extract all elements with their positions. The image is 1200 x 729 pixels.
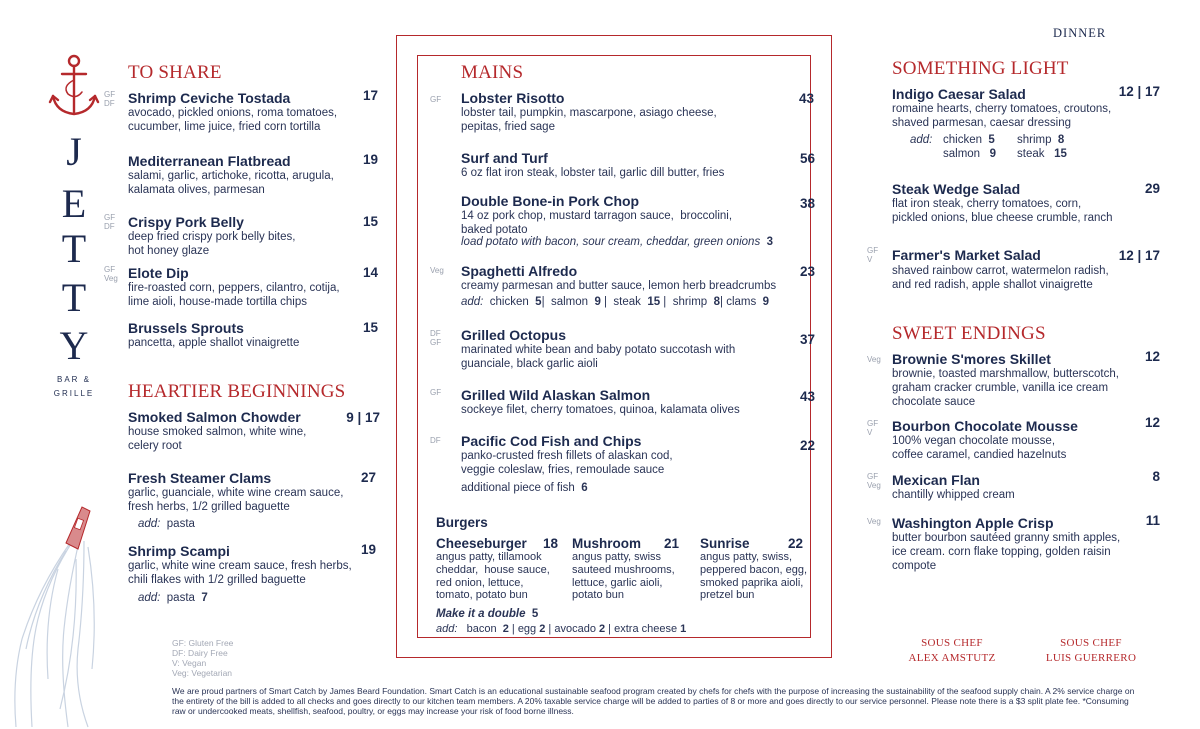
to-share-item-2-desc: deep fried crispy pork belly bites, hot honey glaze: [128, 231, 296, 257]
light-item-0-desc: romaine hearts, cherry tomatoes, croutons, shaved parmesan, caesar dressing: [892, 103, 1112, 129]
mains-item-6-price: 22: [799, 438, 815, 453]
to-share-item-1-desc: salami, garlic, artichoke, ricotta, arugula, kalamata olives, parmesan: [128, 170, 334, 196]
to-share-item-3-name: Elote Dip: [128, 265, 189, 281]
sweet-tag-2: GF Veg: [867, 472, 881, 490]
heartier-item-2-price: 19: [360, 542, 376, 557]
mains-item-0-price: 43: [798, 91, 814, 106]
light-item-0-price: 12 | 17: [1118, 84, 1160, 99]
sweet-item-0-desc: brownie, toasted marshmallow, butterscotch, graham cracker crumble, vanilla ice cream chocolate sauce: [892, 368, 1119, 408]
cod-extra-line: additional piece of fish 6: [461, 482, 588, 494]
to-share-item-4-price: 15: [362, 320, 378, 335]
mains-tag-0: GF: [430, 95, 442, 104]
mains-tag-4: DF GF: [430, 329, 442, 347]
legend-v: V: Vegan: [172, 658, 207, 668]
to-share-item-0-desc: avocado, pickled onions, roma tomatoes, cucumber, lime juice, fried corn tortilla: [128, 107, 338, 133]
light-item-2-price: 12 | 17: [1118, 248, 1160, 263]
heartier-item-2-name: Shrimp Scampi: [128, 543, 230, 559]
footer-disclaimer: We are proud partners of Smart Catch by James Beard Foundation. Smart Catch is an educational sustainable seafood program created by chefs for chefs with the purpose of increasing the sustainability of the seafood supply chain. A 2% service charge on the entirety of the bill is added to all checks and goes directly to our kitchen team members. A 20% taxable service charge will be added to parties of 8 or more and goes directly to our service personnel. Please note there is a $3 split plate fee. *Consuming raw or undercooked meats, shellfish, seafood, poultry, or eggs may increase your risk of food borne illness.: [172, 686, 1135, 716]
heartier-item-0-price: 9 | 17: [346, 410, 380, 425]
sweet-item-1-price: 12: [1144, 415, 1160, 430]
chef-0-name: ALEX AMSTUTZ: [908, 652, 996, 664]
light-item-1-name: Steak Wedge Salad: [892, 181, 1021, 197]
to-share-tag-2: GF DF: [104, 213, 116, 231]
sweet-item-0-price: 12: [1144, 349, 1160, 364]
mains-tag-5: GF: [430, 388, 442, 397]
heartier-item-2-desc: garlic, white wine cream sauce, fresh herbs, chili flakes with 1/2 grilled baguette: [128, 560, 352, 586]
light-tag-2: GF V: [867, 246, 879, 264]
mains-item-2-desc: 14 oz pork chop, mustard tarragon sauce, broccolini, baked potato: [461, 210, 733, 236]
diet-legend: [172, 638, 233, 678]
heartier-item-1-name: Fresh Steamer Clams: [128, 470, 272, 486]
mains-item-3-desc: creamy parmesan and butter sauce, lemon herb breadcrumbs: [461, 280, 777, 292]
caesar-add-label: add:: [910, 134, 933, 146]
sweet-item-2-price: 8: [1152, 469, 1160, 484]
mains-tag-6: DF: [430, 436, 441, 445]
heartier-title: HEARTIER BEGINNINGS: [128, 381, 346, 402]
mains-item-4-price: 37: [799, 332, 815, 347]
burger-1-name: Mushroom: [572, 536, 641, 551]
to-share-item-2-name: Crispy Pork Belly: [128, 214, 244, 230]
burger-double-line: Make it a double 5: [436, 608, 539, 620]
burgers-title: Burgers: [436, 515, 488, 530]
mains-item-3-name: Spaghetti Alfredo: [461, 263, 578, 279]
sweet-item-1-desc: 100% vegan chocolate mousse, coffee caramel, candied hazelnuts: [892, 435, 1067, 461]
to-share-item-3-desc: fire-roasted corn, peppers, cilantro, cotija, lime aioli, house-made tortilla chips: [128, 282, 340, 308]
caesar-add-steak: steak 15: [1017, 148, 1067, 160]
mains-item-2-price: 38: [799, 196, 815, 211]
logo: [48, 52, 100, 402]
alfredo-add-line: add: chicken 5| salmon 9 | steak 15 | shrimp 8| clams 9: [461, 296, 770, 308]
heartier-item-1-price: 27: [360, 470, 376, 485]
legend-df: DF: Dairy Free: [172, 648, 228, 658]
sweet-tag-1: GF V: [867, 419, 879, 437]
mains-item-0-name: Lobster Risotto: [461, 90, 565, 106]
burger-2-desc: angus patty, swiss, peppered bacon, egg, smoked paprika aioli, pretzel bun: [700, 551, 808, 602]
burger-0-desc: angus patty, tillamook cheddar, house sauce, red onion, lettuce, tomato, potato bun: [436, 551, 550, 602]
light-item-0-name: Indigo Caesar Salad: [892, 86, 1026, 102]
boat-wake-illustration: [8, 499, 138, 729]
heartier-item-1-desc: garlic, guanciale, white wine cream sauce, fresh herbs, 1/2 grilled baguette: [128, 487, 344, 513]
logo-sub-bar: BAR &: [56, 375, 91, 384]
caesar-add-chicken: chicken 5: [943, 134, 995, 146]
sweet-item-2-name: Mexican Flan: [892, 472, 980, 488]
to-share-item-4-name: Brussels Sprouts: [128, 320, 244, 336]
sweet-item-0-name: Brownie S'mores Skillet: [892, 351, 1051, 367]
logo-sub-grille: GRILLE: [53, 389, 95, 398]
to-share-tag-3: GF Veg: [104, 265, 118, 283]
light-item-2-desc: shaved rainbow carrot, watermelon radish, and red radish, apple shallot vinaigrette: [892, 265, 1109, 291]
to-share-item-0-price: 17: [362, 88, 378, 103]
to-share-item-3-price: 14: [362, 265, 378, 280]
mains-item-5-desc: sockeye filet, cherry tomatoes, quinoa, kalamata olives: [461, 404, 740, 416]
sweet-item-1-name: Bourbon Chocolate Mousse: [892, 418, 1078, 434]
burger-2-name: Sunrise: [700, 536, 750, 551]
logo-letter-t2: T: [61, 275, 87, 320]
porkchop-note: load potato with bacon, sour cream, cheddar, green onions 3: [461, 236, 773, 248]
to-share-item-2-price: 15: [362, 214, 378, 229]
burger-0-name: Cheeseburger: [436, 536, 527, 551]
chef-0-role: SOUS CHEF: [921, 637, 983, 649]
mains-item-0-desc: lobster tail, pumpkin, mascarpone, asiago cheese, pepitas, fried sage: [461, 107, 717, 133]
heartier-item-0-name: Smoked Salmon Chowder: [128, 409, 301, 425]
clams-add-line: add: pasta: [138, 518, 195, 530]
dinner-label: DINNER: [1053, 26, 1107, 40]
scampi-add-line: add: pasta 7: [138, 592, 208, 604]
sweet-endings-title: SWEET ENDINGS: [892, 323, 1046, 344]
heartier-item-0-desc: house smoked salmon, white wine, celery root: [128, 426, 307, 452]
sweet-item-3-price: 11: [1145, 513, 1160, 528]
mains-title: MAINS: [461, 62, 524, 83]
sweet-tag-3: Veg: [867, 517, 881, 526]
sweet-tag-0: Veg: [867, 355, 881, 364]
to-share-item-0-name: Shrimp Ceviche Tostada: [128, 90, 291, 106]
light-item-1-price: 29: [1144, 181, 1160, 196]
mains-item-4-desc: marinated white bean and baby potato succotash with guanciale, black garlic aioli: [461, 344, 736, 370]
anchor-icon: [48, 52, 100, 120]
mains-item-5-price: 43: [799, 389, 815, 404]
mains-item-4-name: Grilled Octopus: [461, 327, 567, 343]
mains-item-6-desc: panko-crusted fresh fillets of alaskan cod, veggie coleslaw, fries, remoulade sauce: [461, 450, 673, 476]
to-share-title: TO SHARE: [128, 62, 222, 83]
to-share-item-1-name: Mediterranean Flatbread: [128, 153, 291, 169]
caesar-add-block: [910, 134, 1110, 164]
to-share-item-1-price: 19: [362, 152, 378, 167]
logo-letter-y: Y: [59, 323, 89, 368]
mains-item-1-desc: 6 oz flat iron steak, lobster tail, garlic dill butter, fries: [461, 167, 725, 179]
mains-item-1-price: 56: [799, 151, 815, 166]
burger-0-price: 18: [543, 536, 559, 551]
chef-1-role: SOUS CHEF: [1060, 637, 1122, 649]
chef-1: [1036, 636, 1146, 666]
burger-1-price: 21: [664, 536, 680, 551]
mains-tag-3: Veg: [430, 266, 444, 275]
caesar-add-salmon: salmon 9: [943, 148, 997, 160]
chef-0: [900, 636, 1004, 666]
light-item-1-desc: flat iron steak, cherry tomatoes, corn, pickled onions, blue cheese crumble, ranch: [892, 198, 1113, 224]
mains-item-2-name: Double Bone-in Pork Chop: [461, 193, 640, 209]
burger-2-price: 22: [788, 536, 804, 551]
legend-veg: Veg: Vegetarian: [172, 668, 233, 678]
mains-item-5-name: Grilled Wild Alaskan Salmon: [461, 387, 651, 403]
mains-item-6-name: Pacific Cod Fish and Chips: [461, 433, 642, 449]
sweet-item-3-name: Washington Apple Crisp: [892, 515, 1054, 531]
burger-add-line: add: bacon 2 | egg 2 | avocado 2 | extra cheese 1: [436, 623, 687, 635]
mains-item-3-price: 23: [799, 264, 815, 279]
chef-1-name: LUIS GUERRERO: [1045, 652, 1137, 664]
to-share-tag-0: GF DF: [104, 90, 116, 108]
something-light-title: SOMETHING LIGHT: [892, 58, 1069, 79]
logo-letter-e: E: [61, 181, 87, 226]
caesar-add-shrimp: shrimp 8: [1017, 134, 1065, 146]
light-item-2-name: Farmer's Market Salad: [892, 247, 1041, 263]
legend-gf: GF: Gluten Free: [172, 638, 234, 648]
burger-1-desc: angus patty, swiss sauteed mushrooms, lettuce, garlic aioli, potato bun: [572, 551, 675, 602]
logo-letter-j: J: [66, 129, 82, 174]
sweet-item-3-desc: butter bourbon sautéed granny smith apples, ice cream. corn flake topping, golden raisin compote: [892, 532, 1121, 572]
sweet-item-2-desc: chantilly whipped cream: [892, 489, 1015, 501]
mains-item-1-name: Surf and Turf: [461, 150, 548, 166]
to-share-item-4-desc: pancetta, apple shallot vinaigrette: [128, 337, 300, 349]
logo-letter-t: T: [61, 226, 87, 271]
